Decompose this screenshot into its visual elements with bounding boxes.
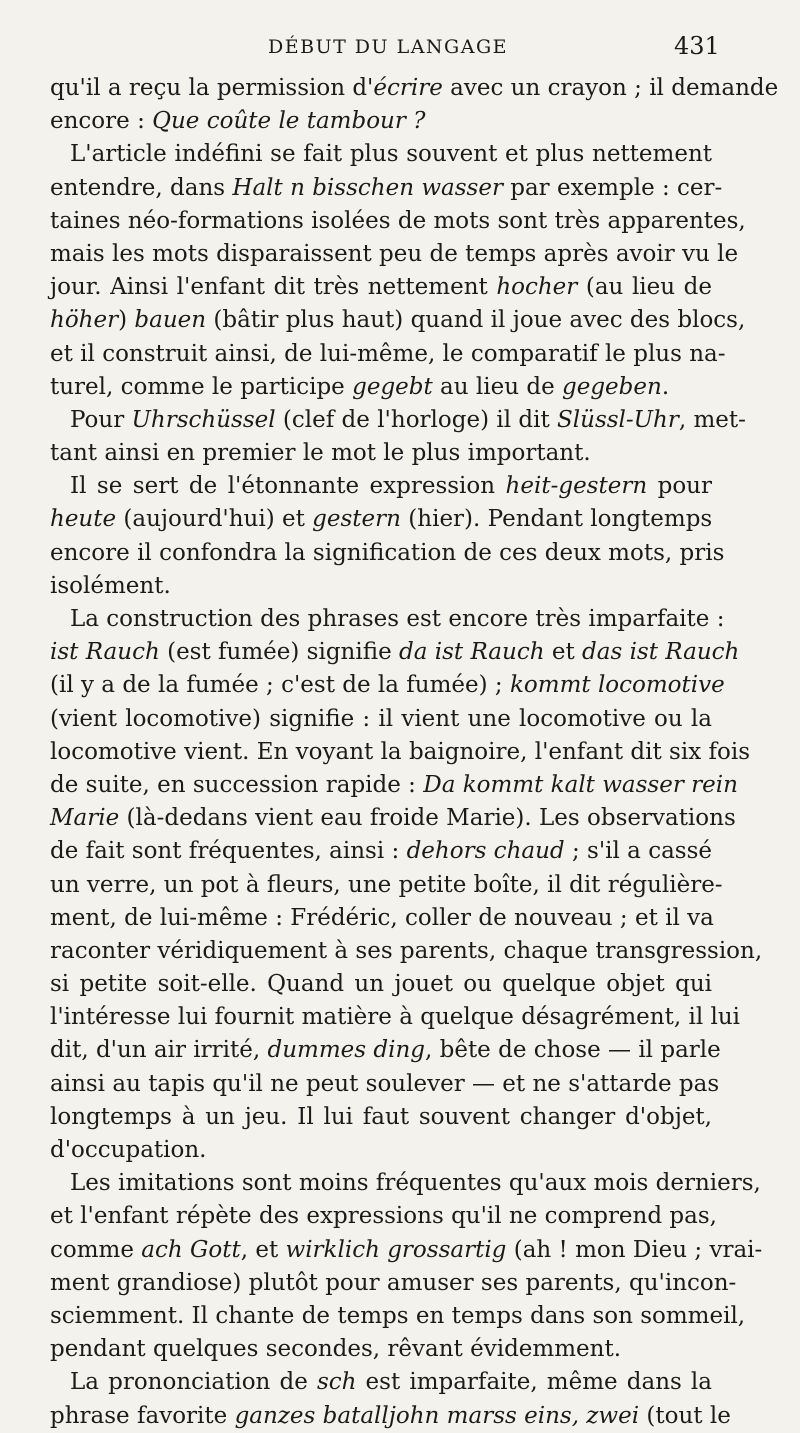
text-line: L'article indéfini se fait plus souvent et plus nettement <box>70 141 712 168</box>
text-line: isolément. <box>50 572 171 599</box>
text-line: pendant quelques secondes, rêvant évidemment. <box>50 1336 622 1363</box>
text-line: comme ach Gott, et wirklich grossartig (ah ! mon Dieu ; vrai- <box>50 1236 763 1263</box>
text-line: encore il confondra la signification de ces deux mots, pris <box>50 539 725 566</box>
text-line: qu'il a reçu la permission d'écrire avec un crayon ; il demande <box>50 75 779 101</box>
body-text <box>50 72 779 1433</box>
text-line: La prononciation de sch est imparfaite, même dans la <box>70 1369 712 1396</box>
text-line: et il construit ainsi, de lui-même, le comparatif le plus na- <box>50 340 726 367</box>
text-line: jour. Ainsi l'enfant dit très nettement hocher (au lieu de <box>50 274 712 301</box>
text-line: turel, comme le participe gegebt au lieu de gegeben. <box>50 373 670 400</box>
text-line: ment grandiose) plutôt pour amuser ses parents, qu'incon- <box>50 1269 737 1296</box>
text-line: mais les mots disparaissent peu de temps après avoir vu le <box>50 240 739 267</box>
text-line: de suite, en succession rapide : Da kommt kalt wasser rein <box>50 771 738 798</box>
text-line: dit, d'un air irrité, dummes ding, bête de chose — il parle <box>50 1037 721 1064</box>
text-line: höher) bauen (bâtir plus haut) quand il joue avec des blocs, <box>50 307 746 334</box>
text-line: Marie (là-dedans vient eau froide Marie). Les observations <box>50 805 736 832</box>
text-line: un verre, un pot à fleurs, une petite boîte, il dit régulière- <box>50 871 723 898</box>
text-line: l'intéresse lui fournit matière à quelque désagrément, il lui <box>50 1004 741 1031</box>
text-line: (vient locomotive) signifie : il vient une locomotive ou la <box>50 705 712 732</box>
text-line: Pour Uhrschüssel (clef de l'horloge) il dit Slüssl-Uhr, met- <box>70 406 746 433</box>
text-line: (il y a de la fumée ; c'est de la fumée) ; kommt locomotive <box>50 672 725 699</box>
page-header <box>0 32 800 62</box>
text-line: ist Rauch (est fumée) signifie da ist Rauch et das ist Rauch <box>50 639 740 666</box>
text-line: encore : Que coûte le tambour ? <box>50 108 426 135</box>
text-line: d'occupation. <box>50 1137 207 1163</box>
text-line: longtemps à un jeu. Il lui faut souvent changer d'objet, <box>50 1103 712 1130</box>
text-line: si petite soit-elle. Quand un jouet ou quelque objet qui <box>50 971 712 998</box>
text-line: entendre, dans Halt n bisschen wasser par exemple : cer- <box>50 174 723 201</box>
text-line: taines néo-formations isolées de mots sont très apparentes, <box>50 207 746 234</box>
text-line: locomotive vient. En voyant la baignoire, l'enfant dit six fois <box>50 738 750 765</box>
text-line: raconter véridiquement à ses parents, chaque transgression, <box>50 937 763 964</box>
text-line: ainsi au tapis qu'il ne peut soulever — et ne s'attarde pas <box>50 1070 720 1097</box>
page-number: 431 <box>674 32 720 60</box>
text-line: phrase favorite ganzes batalljohn marss eins, zwei (tout le <box>50 1402 731 1429</box>
text-line: heute (aujourd'hui) et gestern (hier). Pendant longtemps <box>50 506 713 533</box>
text-line: et l'enfant répète des expressions qu'il ne comprend pas, <box>50 1203 717 1230</box>
text-line: de fait sont fréquentes, ainsi : dehors chaud ; s'il a cassé <box>50 838 713 865</box>
text-line: La construction des phrases est encore très imparfaite : <box>70 606 725 632</box>
text-line: tant ainsi en premier le mot le plus important. <box>50 440 591 467</box>
text-line: sciemment. Il chante de temps en temps dans son sommeil, <box>50 1302 746 1329</box>
text-line: ment, de lui-même : Frédéric, coller de nouveau ; et il va <box>50 904 714 931</box>
text-line: Les imitations sont moins fréquentes qu'aux mois derniers, <box>70 1170 761 1197</box>
running-head: DÉBUT DU LANGAGE <box>268 36 508 58</box>
text-line: Il se sert de l'étonnante expression heit-gestern pour <box>70 473 712 500</box>
